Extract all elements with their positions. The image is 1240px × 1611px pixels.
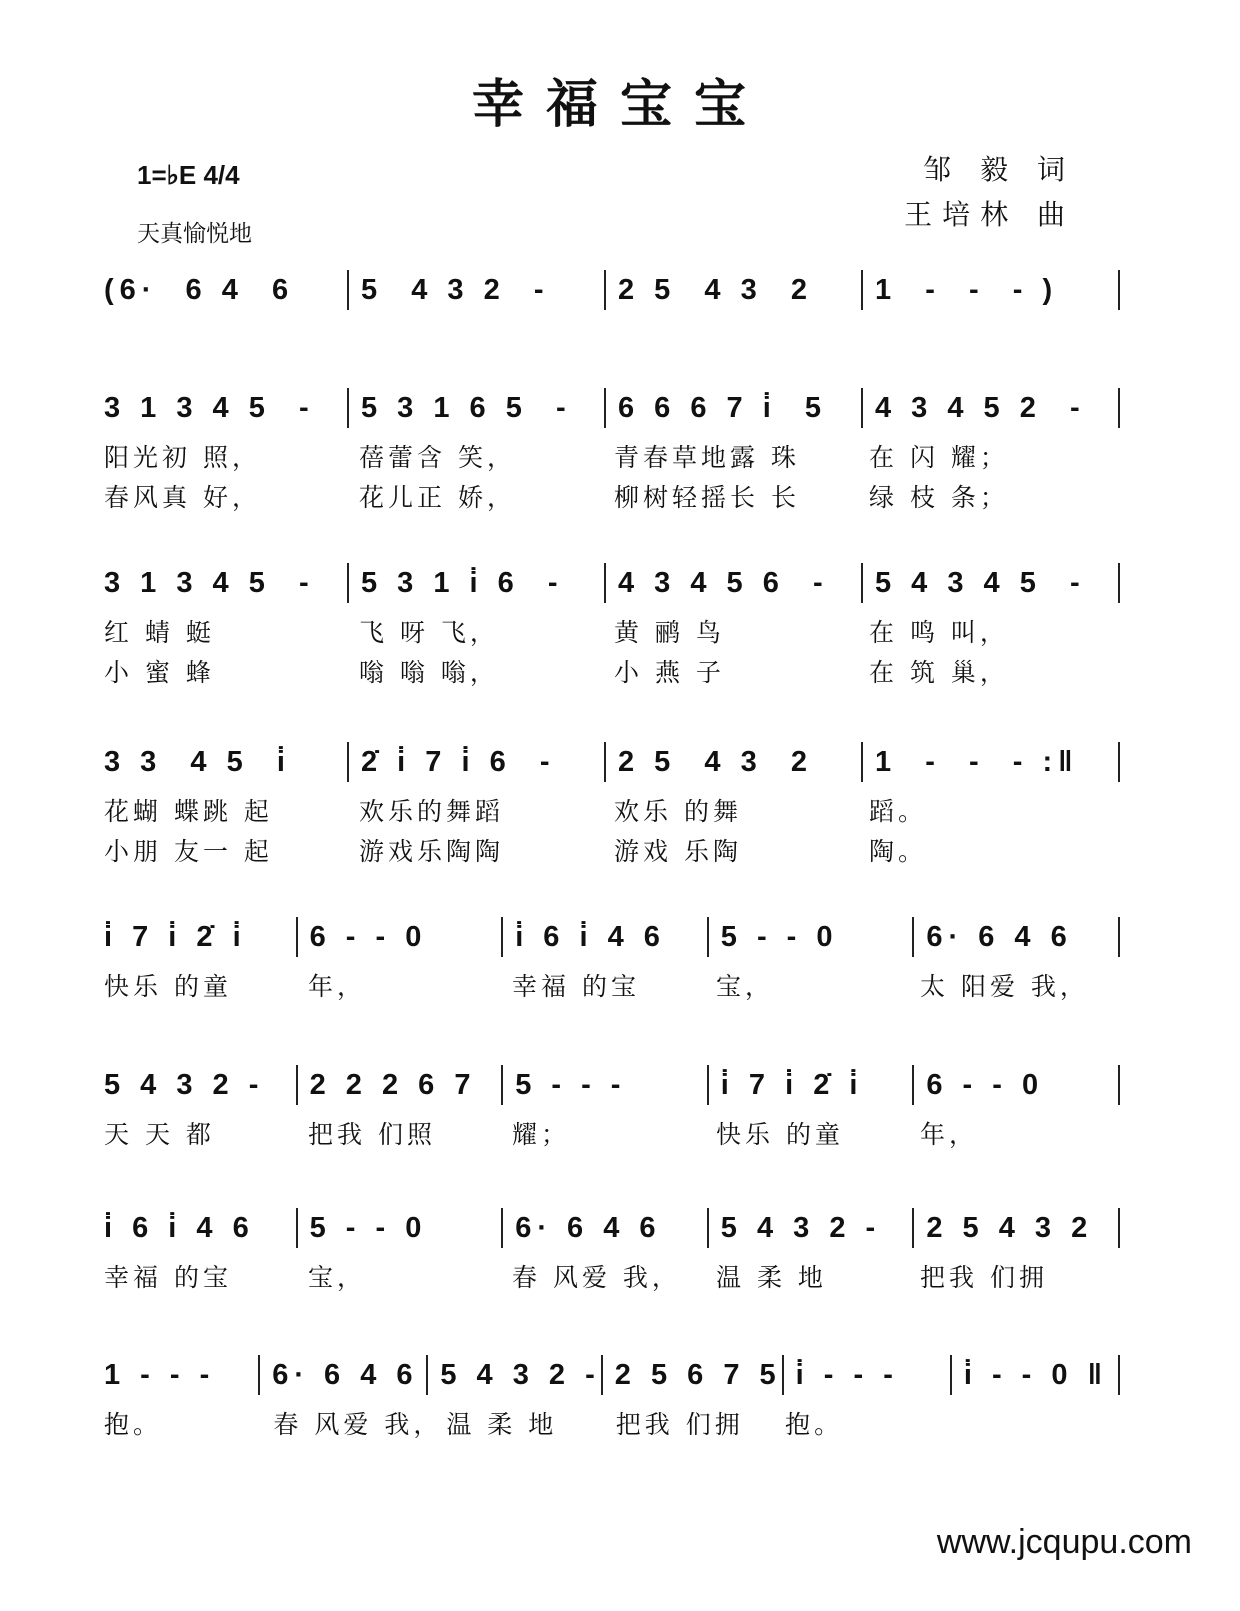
measure: 5 3 1 6 5 - [347,388,604,428]
measure: 1 - - - :‖ [861,742,1120,782]
lyric-segment: 嗡 嗡 嗡， [359,658,499,687]
measure: 2̇ i̇ 7 i̇ 6 - [347,742,604,782]
measure: 6 - - 0 [296,917,502,957]
lyric-segment: 欢乐的舞蹈 [359,797,505,826]
staff-system [100,270,1120,310]
lyric-segment: 陶。 [869,837,928,866]
lyric-segment: 把我 们照 [308,1120,436,1149]
measure: 3 3 4 5 i̇ [104,746,291,778]
lyric-segment: 小 蜜 蜂 [104,658,215,687]
lyric-segment: 绿 枝 条； [869,483,1009,512]
measure: 2 5 4 3 2 [604,742,861,782]
measure: 5 - - 0 [707,917,913,957]
measure: 6 - - 0 [912,1065,1120,1105]
measure: i̇ 6 i̇ 4 6 [104,1212,255,1244]
lyric-segment: 春 风爱 我， [512,1263,681,1292]
lyric-segment: 宝， [308,1263,367,1292]
staff-system [100,1355,1120,1445]
staff-system [100,742,1120,872]
measure: 3 1 3 4 5 - [104,392,315,424]
lyricist: 邹 毅 词 [923,153,1075,186]
measure: 6· 6 4 6 [501,1208,707,1248]
staff-system [100,1065,1120,1155]
staff-system [100,917,1120,1007]
lyric-segment: 花儿正 娇， [359,483,516,512]
measure: 6· 6 4 6 [258,1355,426,1395]
measure: 5 - - - [501,1065,707,1105]
measure: 5 4 3 2 - [104,1069,265,1101]
measure: 5 3 1 i̇ 6 - [347,563,604,603]
measure: 2 5 4 3 2 [912,1208,1120,1248]
composer: 王培林 曲 [904,198,1075,231]
lyric-segment: 阳光初 照， [104,443,261,472]
lyric-segment: 游戏乐陶陶 [359,837,505,866]
lyric-segment: 耀； [512,1120,571,1149]
lyric-segment: 快乐 的童 [716,1120,844,1149]
measure: 4 3 4 5 2 - [861,388,1120,428]
lyric-segment: 欢乐 的舞 [614,797,742,826]
measure: i̇ 6 i̇ 4 6 [501,917,707,957]
lyric-segment: 宝， [716,972,775,1001]
lyric-segment: 蓓蕾含 笑， [359,443,516,472]
measure: 1 - - - ) [861,270,1120,310]
measure: 5 4 3 2 - [347,270,604,310]
measure: 3 1 3 4 5 - [104,567,315,599]
lyric-segment: 年， [920,1120,979,1149]
lyric-segment: 柳树轻摇长 长 [614,483,800,512]
lyric-segment: 在 鸣 叫， [869,618,1009,647]
lyric-segment: 黄 鹂 鸟 [614,618,725,647]
lyric-segment: 花蝴 蝶跳 起 [104,797,273,826]
lyric-segment: 温 柔 地 [446,1410,558,1439]
measure: 5 4 3 4 5 - [861,563,1120,603]
measure: i̇ - - 0 ‖ [950,1355,1120,1395]
lyric-segment: 天 天 都 [104,1120,215,1149]
lyric-segment: 温 柔 地 [716,1263,827,1292]
lyric-segment [951,1405,1120,1445]
lyric-segment: 在 闪 耀； [869,443,1009,472]
lyric-segment: 蹈。 [869,797,928,826]
measure: i̇ - - - [782,1355,950,1395]
tempo-marking: 天真愉悦地 [137,221,252,247]
website-watermark: www.jcqupu.com [936,1523,1192,1561]
lyric-segment: 飞 呀 飞， [359,618,499,647]
lyric-segment: 抱。 [785,1410,844,1439]
lyric-segment: 在 筑 巢， [869,658,1009,687]
lyric-segment: 红 蜻 蜓 [104,618,215,647]
measure: 5 4 3 2 - [426,1355,600,1395]
lyric-segment: 小 燕 子 [614,658,725,687]
lyric-segment: 快乐 的童 [104,972,232,1001]
lyric-segment: 把我 们拥 [615,1410,744,1439]
staff-system [100,388,1120,518]
lyric-segment: 游戏 乐陶 [614,837,742,866]
measure: 6· 6 4 6 [912,917,1120,957]
measure: i̇ 7 i̇ 2̇ i̇ [104,921,247,953]
measure: i̇ 7 i̇ 2̇ i̇ [707,1065,913,1105]
lyric-segment: 小朋 友一 起 [104,837,273,866]
measure: (6· 6 4 6 [104,274,295,306]
staff-system [100,563,1120,693]
staff-system [100,1208,1120,1298]
measure: 4 3 4 5 6 - [604,563,861,603]
measure: 2 5 6 7 5 [601,1355,782,1395]
lyric-segment: 年， [308,972,367,1001]
lyric-segment: 幸福 的宝 [104,1263,232,1292]
measure: 2 2 2 6 7 [296,1065,502,1105]
song-title: 幸福宝宝 [471,74,768,135]
measure: 1 - - - [104,1359,216,1391]
lyric-segment: 把我 们拥 [920,1263,1048,1292]
measure: 6 6 6 7 i̇ 5 [604,388,861,428]
measure: 5 4 3 2 - [707,1208,913,1248]
lyric-segment: 幸福 的宝 [512,972,640,1001]
lyric-segment: 青春草地露 珠 [614,443,800,472]
lyric-segment: 太 阳爱 我， [920,972,1089,1001]
lyric-segment: 春风真 好， [104,483,261,512]
lyric-segment: 抱。 [104,1410,163,1439]
measure: 2 5 4 3 2 [604,270,861,310]
key-signature: 1=♭E 4/4 [137,160,240,190]
measure: 5 - - 0 [296,1208,502,1248]
lyric-segment: 春 风爱 我， [273,1410,443,1439]
